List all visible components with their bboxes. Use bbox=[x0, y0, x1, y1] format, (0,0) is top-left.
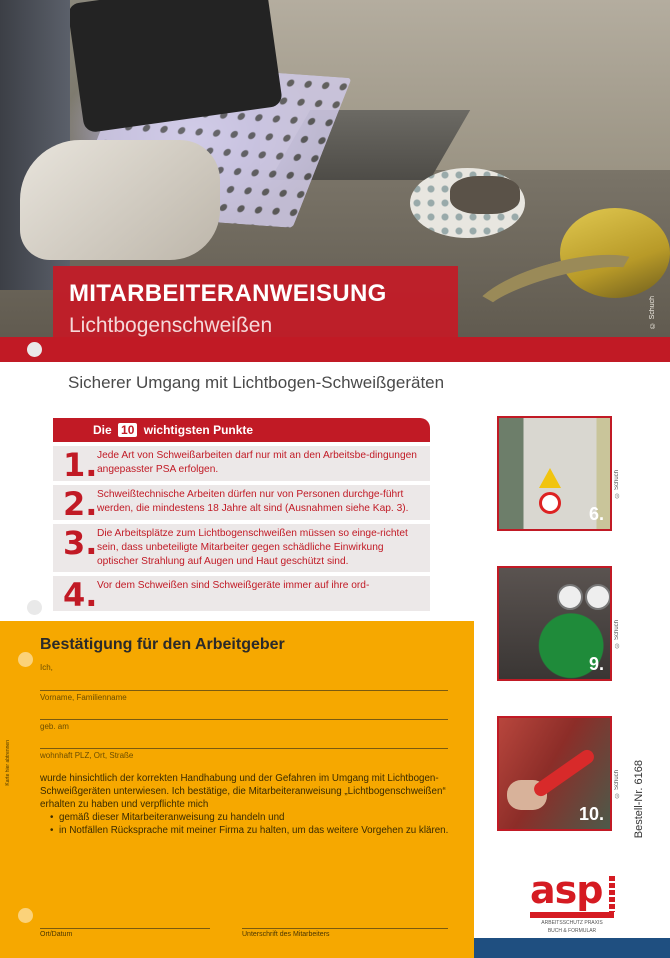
punch-hole bbox=[18, 652, 33, 667]
list-item bbox=[53, 576, 430, 614]
signature-label-employee: Unterschrift des Mitarbeiters bbox=[242, 931, 330, 938]
punch-hole bbox=[27, 342, 42, 357]
top10-list bbox=[53, 446, 430, 620]
card-body bbox=[40, 772, 450, 837]
warning-sign-icon bbox=[539, 468, 561, 488]
asp-logo bbox=[530, 870, 614, 934]
logo-bars-icon bbox=[609, 876, 615, 912]
order-number: Bestell-Nr. 6168 bbox=[633, 760, 645, 839]
field-line-name[interactable] bbox=[40, 690, 448, 691]
field-label-birthdate: geb. am bbox=[40, 722, 69, 731]
thumbnail-10 bbox=[497, 716, 612, 831]
point-text: Die Arbeitsplätze zum Lichtbogenschweißen müssen so einge-richtet sein, dass unbeteiligte Mitarbeiter gegen schädliche Einwirkung optischer Strahlung auf Augen und Haut geschützt sind. bbox=[97, 528, 408, 567]
signature-line-employee[interactable] bbox=[242, 928, 448, 929]
logo-wordmark: asp bbox=[530, 868, 603, 912]
thumbnail-number: 6. bbox=[588, 504, 604, 524]
point-number: 3. bbox=[63, 524, 98, 562]
logo-tagline-bottom: BUCH & FORMULAR bbox=[547, 928, 597, 934]
page-title: MITARBEITERANWEISUNG bbox=[69, 280, 387, 307]
point-text: Jede Art von Schweißarbeiten darf nur mit an den Arbeitsbe-dingungen angepasster PSA erfolgen. bbox=[97, 450, 417, 475]
card-bullets bbox=[50, 811, 450, 837]
thumbnail-credit: © Schuch bbox=[614, 470, 620, 498]
point-number: 4. bbox=[63, 576, 98, 614]
point-text: Vor dem Schweißen sind Schweißgeräte immer auf ihre ord- bbox=[97, 580, 370, 591]
field-label-ich: Ich, bbox=[40, 663, 53, 672]
signature-line-date[interactable] bbox=[40, 928, 210, 929]
welding-torch-icon bbox=[531, 747, 596, 799]
punch-hole bbox=[18, 908, 33, 923]
field-label-address: wohnhaft PLZ, Ort, Straße bbox=[40, 751, 134, 760]
title-band bbox=[0, 337, 670, 362]
punch-hole bbox=[27, 600, 42, 615]
point-number: 2. bbox=[63, 485, 98, 523]
section-heading: Sicherer Umgang mit Lichtbogen-Schweißgeräten bbox=[68, 373, 445, 392]
cut-note: Karte hier abtrennen bbox=[5, 740, 11, 786]
list-item bbox=[53, 485, 430, 523]
top10-number: 10 bbox=[118, 423, 137, 437]
point-text: Schweißtechnische Arbeiten dürfen nur von Personen durchge-führt werden, die mindestens 18 Jahre alt sind (Ausnahmen siehe Kap. 3). bbox=[97, 489, 409, 514]
card-bullet: • in Notfällen Rücksprache mit meiner Firma zu halten, um das weitere Vorgehen zu klären. bbox=[50, 824, 450, 837]
top10-label-after: wichtigsten Punkte bbox=[143, 423, 254, 437]
prohibition-sign-icon bbox=[539, 492, 561, 514]
list-item bbox=[53, 524, 430, 572]
thumbnail-credit: © Schuch bbox=[614, 620, 620, 648]
top10-header bbox=[53, 418, 430, 442]
page-subtitle: Lichtbogenschweißen bbox=[69, 314, 273, 337]
thumbnail-number: 9. bbox=[588, 654, 604, 674]
hero-credit: © Schuch bbox=[649, 296, 656, 329]
pressure-gauge-icon bbox=[557, 584, 583, 610]
thumbnail-6 bbox=[497, 416, 612, 531]
field-line-birthdate[interactable] bbox=[40, 719, 448, 720]
list-item bbox=[53, 446, 430, 484]
signature-label-date: Ort/Datum bbox=[40, 931, 73, 938]
field-label-name: Vorname, Familienname bbox=[40, 693, 127, 702]
card-bullet: • gemäß dieser Mitarbeiteranweisung zu handeln und bbox=[50, 811, 450, 824]
point-number: 1. bbox=[63, 446, 98, 484]
card-title: Bestätigung für den Arbeitgeber bbox=[40, 636, 285, 653]
logo-strip bbox=[530, 912, 614, 918]
top10-label-before: Die bbox=[93, 423, 112, 437]
pressure-gauge-icon bbox=[585, 584, 611, 610]
hero-welding-glove bbox=[20, 140, 220, 260]
thumbnail-9 bbox=[497, 566, 612, 681]
hero-sanding-pad bbox=[450, 176, 520, 214]
thumbnail-credit: © Schuch bbox=[614, 770, 620, 798]
card-body-text: wurde hinsichtlich der korrekten Handhabung und der Gefahren im Umgang mit Lichtbogen-Schweißgeräten unterwiesen. Ich bestätige, die Mitarbeiteranweisung „Lichtbogenschweißen“ erhalten zu haben und verpflichte mich bbox=[40, 773, 446, 810]
bottom-strip bbox=[474, 938, 670, 958]
field-line-address[interactable] bbox=[40, 748, 448, 749]
thumbnail-number: 10. bbox=[578, 804, 604, 824]
logo-tagline-top: ARBEITSSCHUTZ PRAXIS bbox=[541, 920, 603, 926]
